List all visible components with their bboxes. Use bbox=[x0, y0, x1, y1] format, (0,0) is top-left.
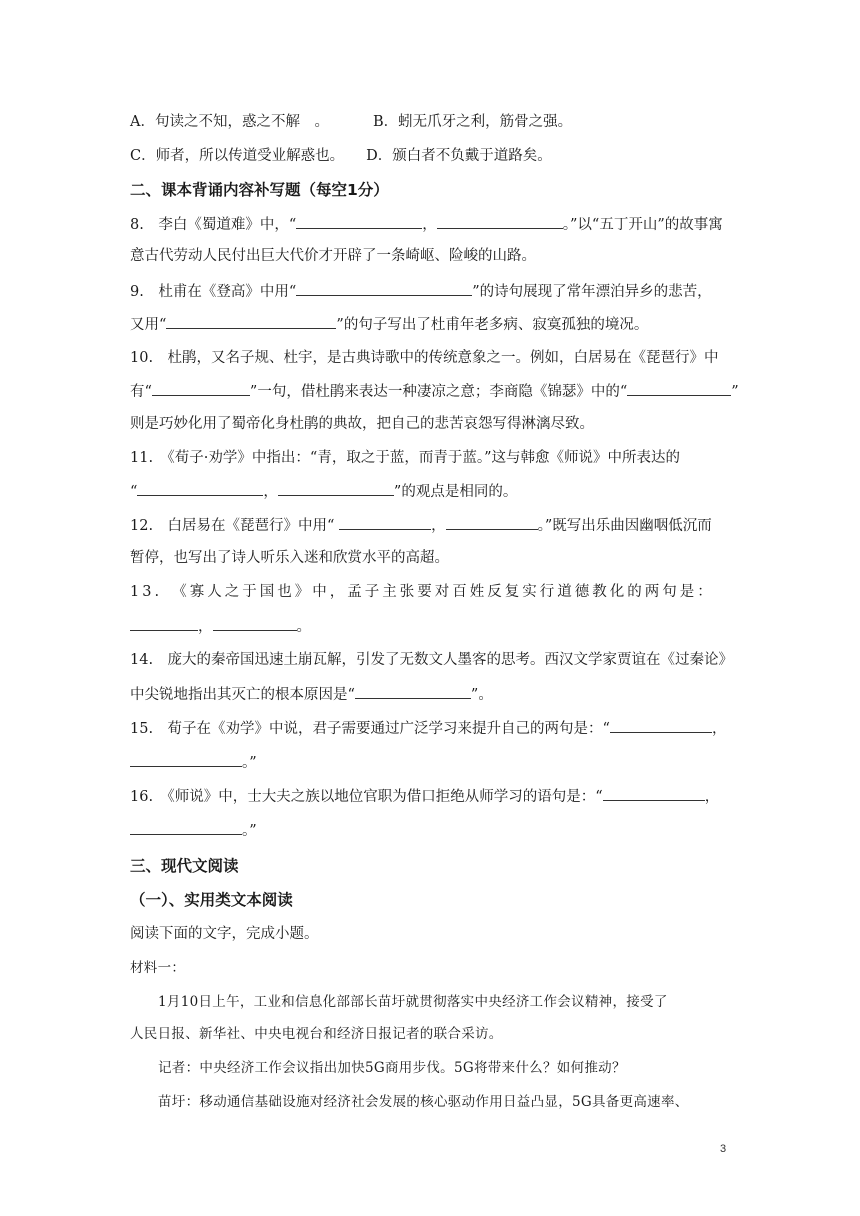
section-3-heading: 三、现代文阅读 bbox=[130, 857, 239, 875]
q14-line-2: 中尖锐地指出其灭亡的根本原因是“ ”。 bbox=[130, 684, 730, 705]
option-a: A．句读之不知，惑之不解 。 bbox=[130, 114, 329, 130]
q10-blank-2[interactable] bbox=[627, 381, 731, 396]
q14-line-1: 14. 庞大的秦帝国迅速土崩瓦解，引发了无数文人墨客的思考。西汉文学家贾谊在《过秦论》 bbox=[130, 652, 734, 668]
q11-blank-1[interactable] bbox=[137, 481, 263, 496]
options-row-2 bbox=[130, 146, 730, 166]
q8-blank-1[interactable] bbox=[296, 214, 422, 229]
material-paragraph-3: 苗圩：移动通信基础设施对经济社会发展的核心驱动作用日益凸显，5G具备更高速率、 bbox=[158, 1094, 689, 1110]
q9-blank-1[interactable] bbox=[296, 281, 472, 296]
q12-blank-2[interactable] bbox=[446, 515, 538, 530]
option-d: D．颁白者不负戴于道路矣。 bbox=[366, 148, 552, 164]
material-paragraph-1-line-2: 人民日报、新华社、中央电视台和经济日报记者的联合采访。 bbox=[130, 1026, 503, 1042]
q15-blank-1[interactable] bbox=[610, 718, 712, 733]
q12-line-2: 暂停，也写出了诗人听乐入迷和欣赏水平的高超。 bbox=[130, 550, 449, 566]
subsection-heading: （一）、实用类文本阅读 bbox=[130, 891, 293, 909]
q13-blank-1[interactable] bbox=[130, 616, 198, 631]
q15-blank-2[interactable] bbox=[130, 752, 242, 767]
reading-instruction: 阅读下面的文字，完成小题。 bbox=[130, 926, 319, 942]
material-paragraph-1-line-1: 1月10日上午，工业和信息化部部长苗圩就贯彻落实中央经济工作会议精神，接受了 bbox=[158, 994, 668, 1010]
q16-blank-1[interactable] bbox=[603, 786, 705, 801]
q9-line-2: 又用“ ”的句子写出了杜甫年老多病、寂寞孤独的境况。 bbox=[130, 314, 730, 335]
q10-line-3: 则是巧妙化用了蜀帝化身杜鹃的典故，把自己的悲苦哀怨写得淋漓尽致。 bbox=[130, 416, 594, 432]
q11-blank-2[interactable] bbox=[278, 481, 394, 496]
q12-line-1: 12. 白居易在《琵琶行》中用“ ， 。”既写出乐曲因幽咽低沉而 bbox=[130, 515, 730, 536]
q10-blank-1[interactable] bbox=[152, 381, 250, 396]
options-row-1 bbox=[130, 112, 730, 132]
page-number: 3 bbox=[720, 1143, 727, 1155]
q13-blank-2[interactable] bbox=[213, 616, 297, 631]
option-c: C．师者，所以传道受业解惑也。 bbox=[130, 148, 345, 164]
q14-blank[interactable] bbox=[355, 684, 471, 699]
q9-blank-2[interactable] bbox=[166, 314, 336, 329]
section-2-heading: 二、课本背诵内容补写题（每空1分） bbox=[130, 181, 389, 199]
q11-line-2: “ ， ”的观点是相同的。 bbox=[130, 481, 730, 502]
q15-line-1: 15. 荀子在《劝学》中说，君子需要通过广泛学习来提升自己的两句是：“ ， bbox=[130, 718, 730, 739]
q11-line-1: 11. 《荀子·劝学》中指出：“青，取之于蓝，而青于蓝。”这与韩愈《师说》中所表达的 bbox=[130, 450, 680, 466]
q8-line-1: 8. 李白《蜀道难》中，“ ， 。”以“五丁开山”的故事寓 bbox=[130, 214, 730, 235]
q8-line-2: 意古代劳动人民付出巨大代价才开辟了一条崎岖、险峻的山路。 bbox=[130, 248, 536, 264]
q9-line-1: 9. 杜甫在《登高》中用“ ”的诗句展现了常年漂泊异乡的悲苦， bbox=[130, 281, 730, 302]
q8-blank-2[interactable] bbox=[437, 214, 563, 229]
q16-blank-2[interactable] bbox=[130, 820, 242, 835]
q13-line-2: ， 。 bbox=[130, 616, 730, 637]
option-b: B．蚓无爪牙之利，筋骨之强。 bbox=[372, 114, 573, 130]
q15-line-2: 。” bbox=[130, 752, 730, 773]
q10-line-1: 10. 杜鹃，又名子规、杜宇，是古典诗歌中的传统意象之一。例如，白居易在《琵琶行》中 bbox=[130, 350, 719, 366]
q13-line-1: 13. 《寡人之于国也》中，孟子主张要对百姓反复实行道德教化的两句是： bbox=[130, 584, 715, 600]
q12-blank-1[interactable] bbox=[339, 515, 431, 530]
q10-line-2: 有“ ”一句，借杜鹃来表达一种凄凉之意；李商隐《锦瑟》中的“ ” bbox=[130, 381, 730, 402]
material-label: 材料一： bbox=[130, 960, 186, 976]
q16-line-2: 。” bbox=[130, 820, 730, 841]
material-paragraph-2: 记者：中央经济工作会议指出加快5G商用步伐。5G将带来什么？如何推动？ bbox=[158, 1060, 626, 1076]
q16-line-1: 16. 《师说》中，士大夫之族以地位官职为借口拒绝从师学习的语句是：“ ， bbox=[130, 786, 730, 807]
